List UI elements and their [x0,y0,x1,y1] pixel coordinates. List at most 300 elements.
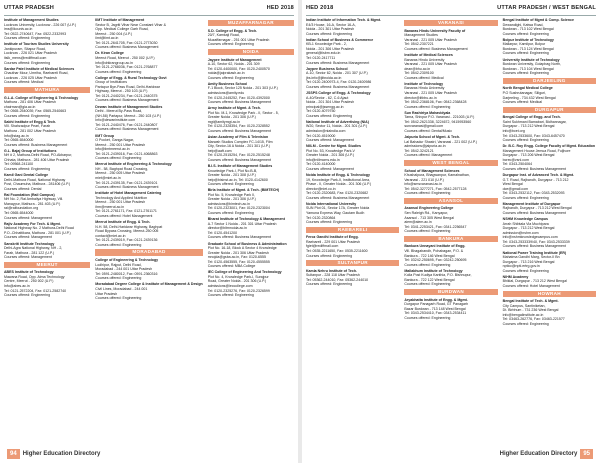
institute-detail-line: Tel: 0120-4541200 [207,230,238,235]
state-heading: SULTANPUR [306,260,399,266]
institute-detail-line: noida@jaiprakash.ac.in [207,71,245,76]
institute-entry [95,162,202,189]
state-heading: MATHURA [4,87,90,93]
institute-entry [306,144,399,171]
institute-detail-line: Chhata, Mathura - 281 406 Uttar Pradesh [4,157,70,162]
institute-detail-line: Delhi-Mathura Road, National Highway [4,177,66,182]
state-heading: MEERUT [4,262,90,268]
institute-entry [404,82,497,109]
institute-entry [95,258,202,281]
institute-name: Dewan Institute of Management Studies [95,104,163,109]
institute-name: Institute of Hotel Management Catering [95,191,162,196]
institute-name: Indian School of Business & Commerce [306,37,374,42]
institute-detail-line: City, Sector-16 A Noida - 201 301 (U.P.) [207,144,270,149]
page-number: 94 [7,449,20,459]
institute-name: Bengal Institute of Tech. & Mgmt. [502,299,559,304]
institute-detail-line: Delhi - Meerut By-Pass Road, [95,109,143,114]
institute-detail-line: F-1 Block, Sector 125 Noida - 201 303 (U.P.) [207,86,278,91]
institute-name: IIMT Institute of Management [95,18,145,22]
institute-name: Bankura Unnayani Institute of Engg. [404,244,466,249]
institute-name: Institute of Medical Sciences [404,53,453,58]
institute-entry [503,275,596,289]
page-footer [4,448,100,459]
institute-detail-line: Lucknow - 226 021 Uttar Pradesh [4,51,57,56]
institute-name: Institute of Management Studies [4,18,59,22]
institute-detail-line: dean@bhu.ac.in [404,66,431,71]
institute-detail-line: N.H. 58, Delhi-Haridwar Highway, Baghpat [95,224,163,229]
institute-detail-line: Farah, Mathura - 281 122 (U.P.) [4,250,55,255]
institute-detail-line: Bazar Burdwan - 713 148 West Bengal [404,306,466,311]
institute-entry [306,18,399,36]
institute-detail-line: Lucknow University, Lucknow - 226 007 (U.P.) [4,22,77,27]
institute-detail-line: Tel: 0120-4519000 [306,133,336,138]
institute-name: Kamil Gani Dental College [4,173,49,178]
institute-detail-line: Civil Lines, Moradabad - 244 001 [95,286,148,291]
institute-detail-line: Courses offered: Engineering [502,71,549,76]
institute-name: Durgapur Inst. of Advanced Tech. & Mgmt. [502,173,574,178]
institute-detail-line: KB-1 Knowledge Park - 2, [306,42,347,47]
institute-detail-line: SUN Plot 01, Sector 17A, Greater Noida [306,206,370,211]
institute-detail-line: Road Bypass Crossing, Meerut-250 005 [95,229,159,234]
institute-name: Kamla Nehru Institute of Tech. [306,268,357,273]
institute-detail-line: Tel: 0120-2515254, Fax: 0120-2515248 [207,153,270,158]
institute-detail-line: Courses offered: Dental [4,186,42,191]
institute-detail-line: Sen Raleigh Rd., Kanyapur, [404,211,449,216]
institute-entry [503,217,596,249]
institute-detail-line: Tel: 0120-2400973-4, Fax: 0120-2400986 [306,80,372,85]
institute-detail-line: Mathura - 281 406 Uttar Pradesh [4,100,56,105]
institute-name: NIILM - Centre for Mgmt. Studies [306,144,361,149]
institute-detail-line: info@iimtmeerut.ac.in [95,147,130,152]
institute-detail-line: Tel: 0121-2440234, Fax: 0121-2440375 [95,93,158,98]
institute-name: Bengal College of Engg. and Tech. [502,115,561,120]
institute-detail-line: Courses offered: Hotel Management [502,284,560,289]
institute-detail-line: Bhiklal, Durgapur - 713 212 West Bengal [502,279,567,284]
institute-detail-line: Courses offered: Management [4,255,52,260]
institute-detail-line: mnojda@gsba.ac.in, Fax: 0120-6555 [207,255,266,260]
institute-detail-line: Management House Jemua Road, Fuljhore [502,148,571,153]
institute-detail-line: Info@abes.ac.in [4,284,30,289]
left-page [0,0,298,463]
institute-detail-line: Burdwan University, Golapbag North, [502,62,561,67]
institute-detail-line: Courses offered: Engineering [306,220,353,225]
column-2 [404,18,497,445]
institute-detail-line: Tel: 0565-6544000 [4,211,34,216]
institute-detail-line: Courses offered: Business Management [502,211,566,216]
institute-detail-line: Courses offered: Engineering [404,229,451,234]
institute-detail-line: mgt@amitymgt.ac.in [207,119,241,124]
institute-detail-line: Tel: 0535-2211650, Fax: 0535-2211600 [306,249,368,253]
institute-detail-line: admissions@amity.edu [207,90,245,95]
institute-detail-line: Tel: 0121-2761171, Fax: 0121-2761171 [95,209,157,214]
institute-detail-line: W20, Sector 11, Noida - 201 301 (U.P.) [306,124,368,129]
institute-detail-line: Meerut - 250 001 Uttar Pradesh [95,142,146,147]
institute-detail-line: Durgapur - 713 206 West Bengal [502,153,555,158]
institute-detail-line: Courses offered: Engineering [207,211,254,216]
institute-detail-line: Plot No. 4, Knowledge Park-I, Surajpur [207,274,269,279]
institute-entry [404,269,497,287]
institute-name: NIHM Academy [502,274,529,279]
institute-detail-line: Tel: 0121-2439016, Fax: 0121-4068863 [95,151,158,156]
institute-detail-line: Mawana Road, Opp. Atma Technology [4,274,65,279]
institute-detail-line: Courses offered: Engineering [404,282,451,287]
institute-entry [503,115,596,142]
institute-detail-line: Tel: 03463-262776, Fax: 03463-221577 [502,317,565,322]
institute-entry [208,217,294,240]
institute-detail-line: Courses offered: Business Management [502,244,566,249]
institute-detail-line: Khushalpura, Bhagwanpur, Kamalnathan, [404,173,470,178]
institute-detail-line: aiem@aiem.ac.in [404,220,432,225]
institute-entry [208,270,294,297]
institute-detail-line: Tel: 0120-2323001, Fax: 0120-2323004 [207,206,270,211]
institute-name: National Power Training Institute (ER) [502,250,567,255]
institute-detail-line: Bankura - 722 122 West Bengal [404,277,455,282]
institute-detail-line: City Campus, Santiniketan, [502,303,546,308]
institute-detail-line: general@iisbm.edu.in [306,51,341,56]
header-rule [4,15,294,16]
institute-detail-line: Banaras Hindu University [404,57,445,62]
institute-detail-line: Courses offered: Engineering [95,156,142,161]
institute-detail-line: Tel: 0120-2325276, Fax: 0120-2326599 [207,288,270,293]
institute-detail-line: Courses offered: Engineering [404,191,451,196]
institute-detail-line: Group of Institutions [95,80,128,85]
institute-detail-line: iimt@iimt.ac.in [95,36,119,41]
institute-detail-line: Courses offered: Engineering [404,104,451,109]
institute-detail-line: West Bengal [502,182,523,187]
institute-detail-line: Courses offered: Engineering [306,113,353,118]
institute-detail-line: help@aaft.com [207,148,232,153]
institute-detail-line: Knowledge Park-I, Plot No.B-B, [207,168,258,173]
institute-detail-line: Courses offered: Engineering [404,315,451,320]
institute-detail-line: Tel: 0120-2445252, Fax: 0120-4392000 [207,95,270,100]
institute-detail-line: Tel: 0542-2621338, 3224672, 9415953560 [404,119,472,124]
institute-detail-line: Courses offered: Business Management [95,127,159,132]
institute-detail-line: Tel: 0121-2439135, Fax: 0121-2439101 [95,180,158,185]
institute-detail-line: Courses offered: Engineering [95,242,142,247]
header-edition: HED 2018 [306,5,334,11]
institute-detail-line: P.O Sushrutanagar, Siliguri, [502,90,546,95]
institute-detail-line: Opp. Medical College Garh Road, [95,27,149,32]
institute-name: IIMT Group [95,133,115,138]
institute-detail-line: Courses offered: Management [4,235,52,240]
institute-detail-line: Burdwan - 713 124 West Bengal [502,46,554,51]
institute-detail-line: director@iitbhu.ac.in [404,95,437,100]
institute-entry [4,222,90,240]
institute-detail-line: Tel: 0343-2534410, Fax: 0343-2534411 [404,311,467,316]
institute-entry [95,134,202,161]
column-1 [4,18,90,445]
institute-detail-line: Vill. Shahzadpur Pearl, Farah [4,124,51,129]
institute-entry [306,120,399,143]
institute-detail-line: Tel: 05362-244010, Fax: 05362-244010 [306,277,369,282]
institute-detail-line: jbs.info@jiitnoida.ac.in [306,75,342,80]
institute-detail-line: Tel: 0120-2320683, Fax: 0120-2320682 [306,191,369,196]
institute-entry [503,38,596,56]
institute-detail-line: (NH-58) Partapur, Meerut - 250 103 (U.P.) [95,113,162,118]
institute-detail-line: Uttar Pradesh [95,291,118,296]
right-page [302,0,600,463]
institute-entry [95,76,202,103]
institute-detail-line: Courses offered: MBA College [207,264,256,269]
institute-detail-line: Varanasi - 221 005 Uttar Pradesh [404,90,457,95]
institute-detail-line: Dewandighi, Katwa Road, [502,22,544,27]
institute-detail-line: Meerut - 250 004 (U.P.) [95,31,133,36]
institute-detail-line: Courses offered: Engineering [4,166,51,171]
institute-detail-line: Tel: 0121-2768036, Fax: 0121-2768877 [95,65,158,70]
institute-detail-line: Tel: 0121-2439019, Fax: 0121-2439136 [95,238,158,243]
institute-entry [95,18,202,50]
institute-detail-line: Tel: 0120-2320864 [306,215,336,220]
institute-detail-line: E4/3 House, 16-A, Sector 16-A, [306,22,356,27]
institute-detail-line: Courses offered: Engineering [502,51,549,56]
institute-entry [306,269,399,287]
institute-detail-line: Partapur Bye-Pass Road, Delhi-Haridwar [95,84,160,89]
institute-detail-line: Post, Chaumuha, Mathura - 281406 (U.P.) [4,182,71,187]
institute-detail-line: Courses offered: Dental/Music [404,128,452,133]
institute-entry [503,202,596,216]
institute-name: School of Management Sciences [404,168,460,173]
institute-entry [95,105,202,132]
institute-detail-line: Manaypur, Mathura - 281 403 (U.P.) [4,201,61,206]
institute-detail-line: Highway, Meerut - 250 103 (U.P.) [95,89,148,94]
institute-entry [4,120,90,147]
institute-detail-line: Courses offered: Business Management [306,84,370,89]
institute-detail-line: Plot No. 5, Knowledge Park II, [207,192,256,197]
institute-name: Jaypee Institute of Management [207,57,262,62]
institute-entry [208,135,294,162]
state-heading: BURDWAN [404,289,497,295]
institute-detail-line: Courses offered: Engineering [502,268,549,273]
institute-name: College of Engg. & Rural Technology Govt [95,75,167,80]
institute-detail-line: Lal Bahadur Shastri, Varanasi - 221 002 (U.P.) [404,139,477,144]
institute-detail-line: Chauthar Mour, Umriha, Raebareli Road, [4,71,69,76]
institute-detail-line: npticc@npti.ertrg.gov.in [502,264,540,269]
institute-detail-line: Muzaffarnagar - 251 001 Uttar Pradesh [207,37,270,42]
institute-detail-line: Saint Sukhmani Bamabari, Bidhannagar, [502,119,567,124]
header-rule [306,15,596,16]
institute-detail-line: Courses offered: Engineering [4,36,51,41]
institute-detail-line: Tel: 0341-2253421, Fax: 0341-2256547 [404,224,467,229]
institute-detail-line: Courses offered: Business Management [207,235,271,240]
institute-entry [306,91,399,118]
institute-name: Indian Institute of Information Tech. & Mgmt. [306,18,382,22]
institute-detail-line: O Pocket, Ganga Nagar, [95,138,134,143]
institute-detail-line: Delhi-Agra National Highway, NH - 2, [4,246,63,251]
institute-detail-line: help@bisinst.ac.in, Tel: 0120-4142600 [207,177,268,182]
institute-name: Sun Rashtriya Mahavidyala [404,110,451,115]
institute-detail-line: Tel: 0542-2307221 [404,42,434,47]
institute-entry [4,42,90,65]
running-header [4,5,294,14]
institute-detail-line: Plot No. M-1, Knowledge Park - II, Sector - 5, [207,110,279,115]
institute-detail-line: Meerut - 250 005 Uttar Pradesh [95,171,146,176]
header-state: UTTAR PRADESH / WEST BENGAL [497,5,596,11]
institute-name: Rajiv Academy For Tech. & Mgmt. [4,221,61,226]
institute-detail-line: Tel: 0121-2572204, Fax: 0121-2582740 [4,288,67,293]
institute-detail-line: Tel: 03242-250695, Fax: 03242-250695 [404,258,467,263]
institute-detail-line: Yamuna Express Way, Gautam Budh [306,211,365,216]
column-2 [95,18,202,445]
institute-detail-line: Courses offered: Business Management [306,195,370,200]
institute-name: Management Institute of Durgapur [502,201,561,206]
institute-detail-line: Meerut Road, Meerut - 250 002 (U.P.) [95,55,155,60]
state-heading: BANKURA [404,236,497,242]
institute-name: NSHM Knowledge Campus [502,217,548,222]
institute-entry [306,235,399,258]
institute-detail-line: Tel: 0542-2309100 [404,71,434,76]
institute-name: Rai Foundation (Rail Campus) [4,192,55,197]
institute-entry [95,220,202,247]
institute-name: Graduate School of Business & Administration [207,241,287,246]
institute-detail-line: Tel: 0120-2417711 [306,55,336,60]
institute-detail-line: ihm@meerut.ac.in [95,204,125,209]
institute-detail-line: Courses offered: Engineering [4,293,51,298]
institute-detail-line: info@bengalinstitute.ac.in [502,312,544,317]
institute-detail-line: Kolla Post Kudiya Kanthia, P.O. Bishnupur, [404,273,472,278]
institute-entry [503,299,596,326]
institute-detail-line: Courses offered: Engineering [207,42,254,47]
institute-name: G.L.A. College of Engineering & Technology [4,95,79,100]
institute-entry [404,298,497,321]
institute-entry [95,191,202,218]
institute-detail-line: Courses offered: Engineering [404,262,451,267]
institute-detail-line: National Highway No. 2 Mathura-Delhi Road [4,226,74,231]
institute-detail-line: Greater Noida - 201 306 Uttar Pradesh [207,250,269,255]
institute-detail-line: Tel: 0120-4400000, Fax: 0120-2400570 [207,66,270,71]
institute-detail-line: Tarna, Shivpur P.O. Varanasi - 221003 (U.P.) [404,115,475,120]
institute-detail-line: Lodhipur, Rajput, Delhi Road, [95,262,142,267]
institute-entry [503,173,596,200]
institute-detail-line: Info@stag.ac.in [4,133,29,138]
institute-detail-line: director@niet.co.in [306,186,336,191]
institute-detail-line: Tel: 0343-2533339/40, Fax: 0343-2533339 [502,239,570,244]
institute-detail-line: Courses offered: Engineering [207,75,254,80]
institute-detail-line: Courses offered: Hotel Management [95,213,153,218]
institute-entry [404,111,497,134]
institute-detail-line: Plot No. 53, Knowledge Park-V [306,148,355,153]
institute-detail-line: A-7 Sector 1 Noida - 201 301 Uttar Pradesh [207,221,277,226]
state-heading: DURGAPUR [503,107,596,113]
institute-detail-line: Tel: 0522-2740647, Fax: 0522-2332993 [4,31,67,36]
institute-detail-line: Raebareli - 229 001 Uttar Pradesh [306,239,361,244]
institute-entry [208,242,294,269]
institute-detail-line: Tel: 0120-4079750 [306,109,336,114]
institute-detail-line: Courses offered: Business Management [4,142,68,147]
institute-entry [503,251,596,274]
institute-name: Noida International University [306,201,357,206]
header-edition: HED 2018 [266,5,294,11]
state-heading: WEST BENGAL [404,160,497,166]
institute-entry [4,193,90,220]
institute-name: Feroz Gandhi Institute of Engg. [306,235,359,240]
institute-name: University Institute of Technology [502,57,560,62]
institute-detail-line: Durgapur Panagarh Road, GT Panagarh [404,302,469,307]
institute-detail-line: Tel: 0120-4140000 [306,162,336,167]
institute-detail-line: P.O.-Chhattikara, Mathura - 281 001 (U.P.) [4,230,71,235]
institute-entry [404,53,497,80]
institute-detail-line: Tel: 0343-2533600, Fax: 0343-6457470 [502,133,565,138]
institute-detail-line: Burdwan - 713 104 West Bengal [502,66,554,71]
institute-detail-line: Greater Noida - 201 306 (U.P.) [207,197,256,202]
institute-entry [208,188,294,215]
institute-detail-line: Courses offered: Engineering [502,195,549,200]
institute-detail-line: Courses offered: Business Management [404,46,468,51]
institute-detail-line: Dt. Birbhum - 731 236 West Bengal [502,308,559,313]
institute-name: Dr. Kiran College [95,51,124,56]
institute-detail-line: Tel: 0542-2368106, Fax: 0542-2368428 [404,100,467,105]
institute-detail-line: Varanasi - 221 010 (U.P.) [404,177,444,182]
institute-detail-line: Courses offered: Engineering [502,138,549,143]
institute-detail-line: Tel: 0565-2540039, Fax: 0565-2540663 [4,109,67,114]
institute-detail-line: Tel: 0121-2440476, Fax: 0121-2440807 [95,122,158,127]
institute-detail-line: Courses offered: Engineering [502,31,549,36]
institute-detail-line: Courses offered: Business Management [207,100,271,105]
institute-name: Jaypee Business School [306,66,348,71]
institute-detail-line: info@drkirangroup.ac.in [95,60,134,65]
institute-detail-line: Tel: 0542-3277271, Fax: 0542-2577128 [404,186,467,191]
institute-detail-line: Tel: 0565-6540000 [4,138,34,143]
institute-detail-line: Durgapur - 713 216 West Bengal [502,259,555,264]
institute-detail-line: Road, Greater Noida - 201 306 (U.P.) [207,279,267,284]
header-state: UTTAR PRADESH [4,5,55,11]
institute-name: Army Institute of Mgmt. & Tech. [207,106,261,111]
institute-entry [404,244,497,267]
institute-detail-line: Arrah Shibtala Via Muchipara [502,221,549,226]
institute-detail-line: dce@gmail.com [502,186,529,191]
institute-name: Sabhi Institute of Engg & Tech. [4,119,57,124]
institute-detail-line: ims@lkouniv.ac.in [4,27,33,32]
institute-detail-line: NH # 2, Mathura-Delhi Road, PO-Akbarpur, [4,153,73,158]
institute-name: ABES Institute of Technology [4,270,54,275]
institute-detail-line: A-10, Sector 62, Noida - 201 307 (U.P.) [306,71,368,76]
institute-entry [503,86,596,104]
institute-detail-line: Courses offered: Business Management [207,157,271,162]
institute-detail-line: Courses offered: Business Management [95,98,159,103]
institute-detail-line: Courses offered: Management [404,153,453,158]
institute-entry [208,164,294,187]
institute-entry [4,270,90,297]
institute-detail-line: Greater Noida - 201 308 (U.P.) [207,173,256,178]
institute-entry [404,169,497,196]
institute-entry [208,82,294,105]
institute-detail-line: Noida - 201 301 Uttar Pradesh [306,27,355,32]
state-heading: MUZAFFARNAGAR [208,20,294,26]
institute-detail-line: Mathura - 281 002 Uttar Pradesh [4,128,56,133]
institute-entry [4,67,90,85]
institute-entry [95,51,202,74]
institute-name: National Institute of Advertising (NIA) [306,119,369,124]
footer-title: Higher Education Directory [22,450,101,457]
institute-detail-line: NH - 58, Baghpat Road Crossing, [95,166,149,171]
institute-name: Noida Institute of Engg. & Technology [306,173,370,178]
institute-detail-line: Asansol - 713 305 West Bengal [404,215,454,220]
institute-detail-line: Management Studies [404,33,438,38]
institute-detail-line: Varanasi - 221 005 Uttar Pradesh [404,62,457,67]
institute-name: Bharat Institute of Technology & Management [207,217,285,222]
institute-detail-line: Courses offered: Engineering [4,60,51,65]
institute-name: Mallabhum Institute of Technology [404,268,463,273]
institute-detail-line: Vill. Bhagabandh, Pohabagan, P.O. & [404,249,464,253]
institute-detail-line: Courses offered: Business Management [502,166,566,171]
institute-entry [503,58,596,76]
institute-detail-line: admission@nshm.com [502,230,539,235]
institute-detail-line: Courses offered: Engineering [95,69,142,74]
institute-name: JSSPS College of Engg. & Technology [306,90,371,95]
institute-detail-line: Courses offered: Engineering [207,293,254,298]
institute-detail-line: Courses offered: Management [306,166,354,171]
state-heading: ASANSOL [404,198,497,204]
institute-detail-line: chairman@gla.ac.in [4,104,36,109]
